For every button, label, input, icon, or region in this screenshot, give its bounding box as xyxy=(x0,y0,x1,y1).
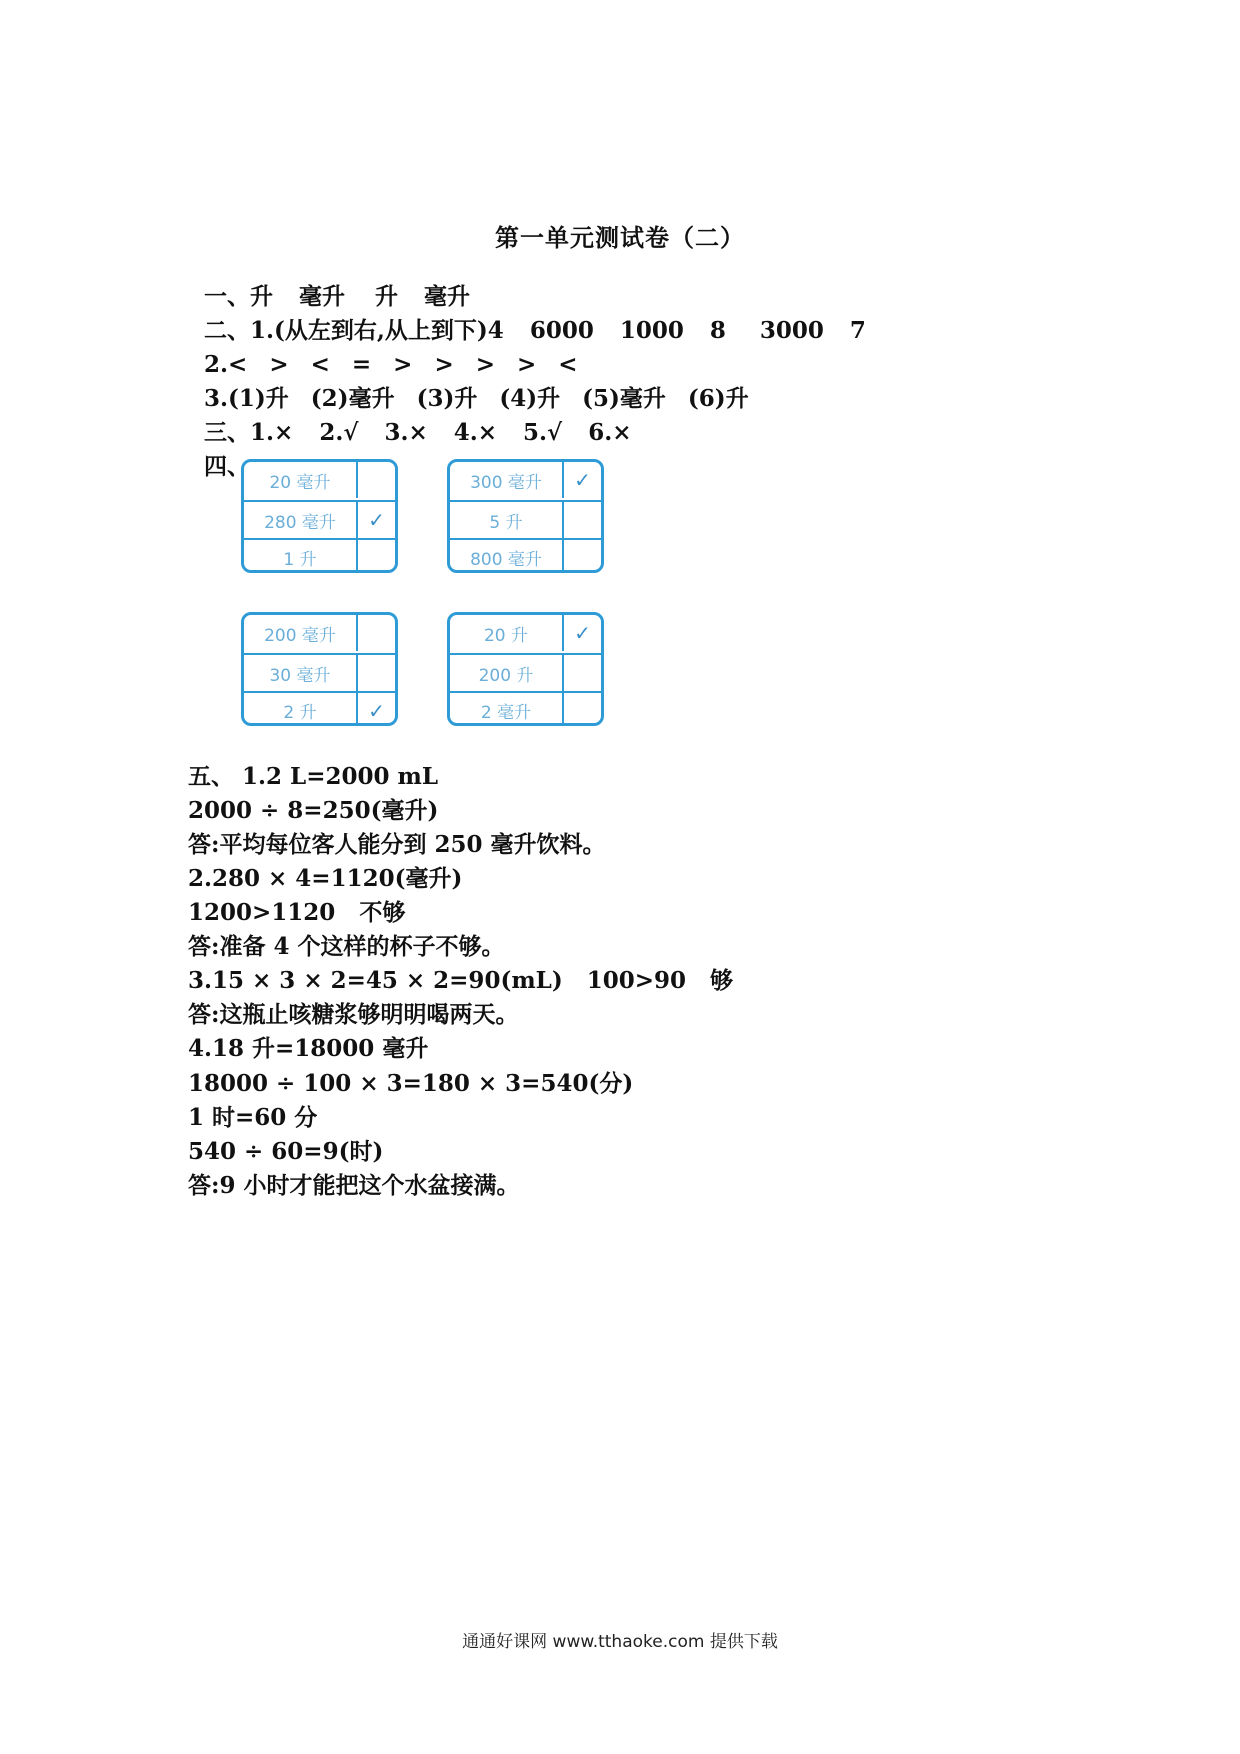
choice-table-1 xyxy=(241,459,398,573)
check-mark-cell xyxy=(564,540,601,573)
solution-line: 1200>1120 不够 xyxy=(188,899,406,926)
table-label: 800 毫升 xyxy=(450,540,564,573)
choice-table-2 xyxy=(447,459,604,573)
answer-line-4: 3.(1)升 (2)毫升 (3)升 (4)升 (5)毫升 (6)升 xyxy=(204,385,749,412)
table-label: 2 毫升 xyxy=(450,693,564,726)
answer-line-6: 四、 xyxy=(204,453,251,480)
table-label: 200 升 xyxy=(450,655,564,691)
answer-line-5: 三、1.× 2.√ 3.× 4.× 5.√ 6.× xyxy=(204,419,632,446)
solution-line: 3.15 × 3 × 2=45 × 2=90(mL) 100>90 够 xyxy=(188,967,734,994)
choice-table-3 xyxy=(241,612,398,726)
check-mark-cell xyxy=(358,655,395,691)
solution-line: 18000 ÷ 100 × 3=180 × 3=540(分) xyxy=(188,1070,634,1097)
check-mark-cell: ✓ xyxy=(368,508,385,532)
table-label: 200 毫升 xyxy=(244,615,358,651)
solution-line: 答:平均每位客人能分到 250 毫升饮料。 xyxy=(188,831,606,858)
answer-line-3: 2.< > < = > > > > < xyxy=(204,351,578,378)
table-label: 20 升 xyxy=(450,615,564,651)
table-label: 30 毫升 xyxy=(244,655,358,691)
table-label: 20 毫升 xyxy=(244,462,358,498)
solution-line: 答:这瓶止咳糖浆够明明喝两天。 xyxy=(188,1001,519,1028)
check-mark-cell: ✓ xyxy=(574,468,591,492)
solution-line: 2000 ÷ 8=250(毫升) xyxy=(188,797,439,824)
check-mark-cell xyxy=(358,462,395,498)
check-mark-cell xyxy=(358,540,395,573)
solution-line: 4.18 升=18000 毫升 xyxy=(188,1035,429,1062)
answer-line-1: 一、升 毫升 升 毫升 xyxy=(204,283,471,310)
solution-line: 答:准备 4 个这样的杯子不够。 xyxy=(188,933,505,960)
choice-table-4 xyxy=(447,612,604,726)
solution-line: 五、 1.2 L=2000 mL xyxy=(188,763,439,790)
check-mark-cell xyxy=(564,502,601,538)
table-label: 5 升 xyxy=(450,502,564,538)
table-label: 1 升 xyxy=(244,540,358,573)
check-mark-cell xyxy=(564,693,601,726)
table-label: 300 毫升 xyxy=(450,462,564,498)
table-label: 2 升 xyxy=(244,693,358,726)
page-title: 第一单元测试卷（二） xyxy=(495,223,745,252)
solution-line: 答:9 小时才能把这个水盆接满。 xyxy=(188,1172,520,1199)
solution-line: 540 ÷ 60=9(时) xyxy=(188,1138,384,1165)
check-mark-cell xyxy=(358,615,395,651)
table-label: 280 毫升 xyxy=(244,502,358,538)
solution-line: 2.280 × 4=1120(毫升) xyxy=(188,865,463,892)
check-mark-cell: ✓ xyxy=(368,698,385,723)
footer-watermark: 通通好课网 www.tthaoke.com 提供下载 xyxy=(462,1632,778,1652)
answer-line-2: 二、1.(从左到右,从上到下)4 6000 1000 8 3000 7 xyxy=(204,317,866,344)
check-mark-cell xyxy=(564,655,601,691)
solution-line: 1 时=60 分 xyxy=(188,1104,318,1131)
check-mark-cell: ✓ xyxy=(574,621,591,645)
